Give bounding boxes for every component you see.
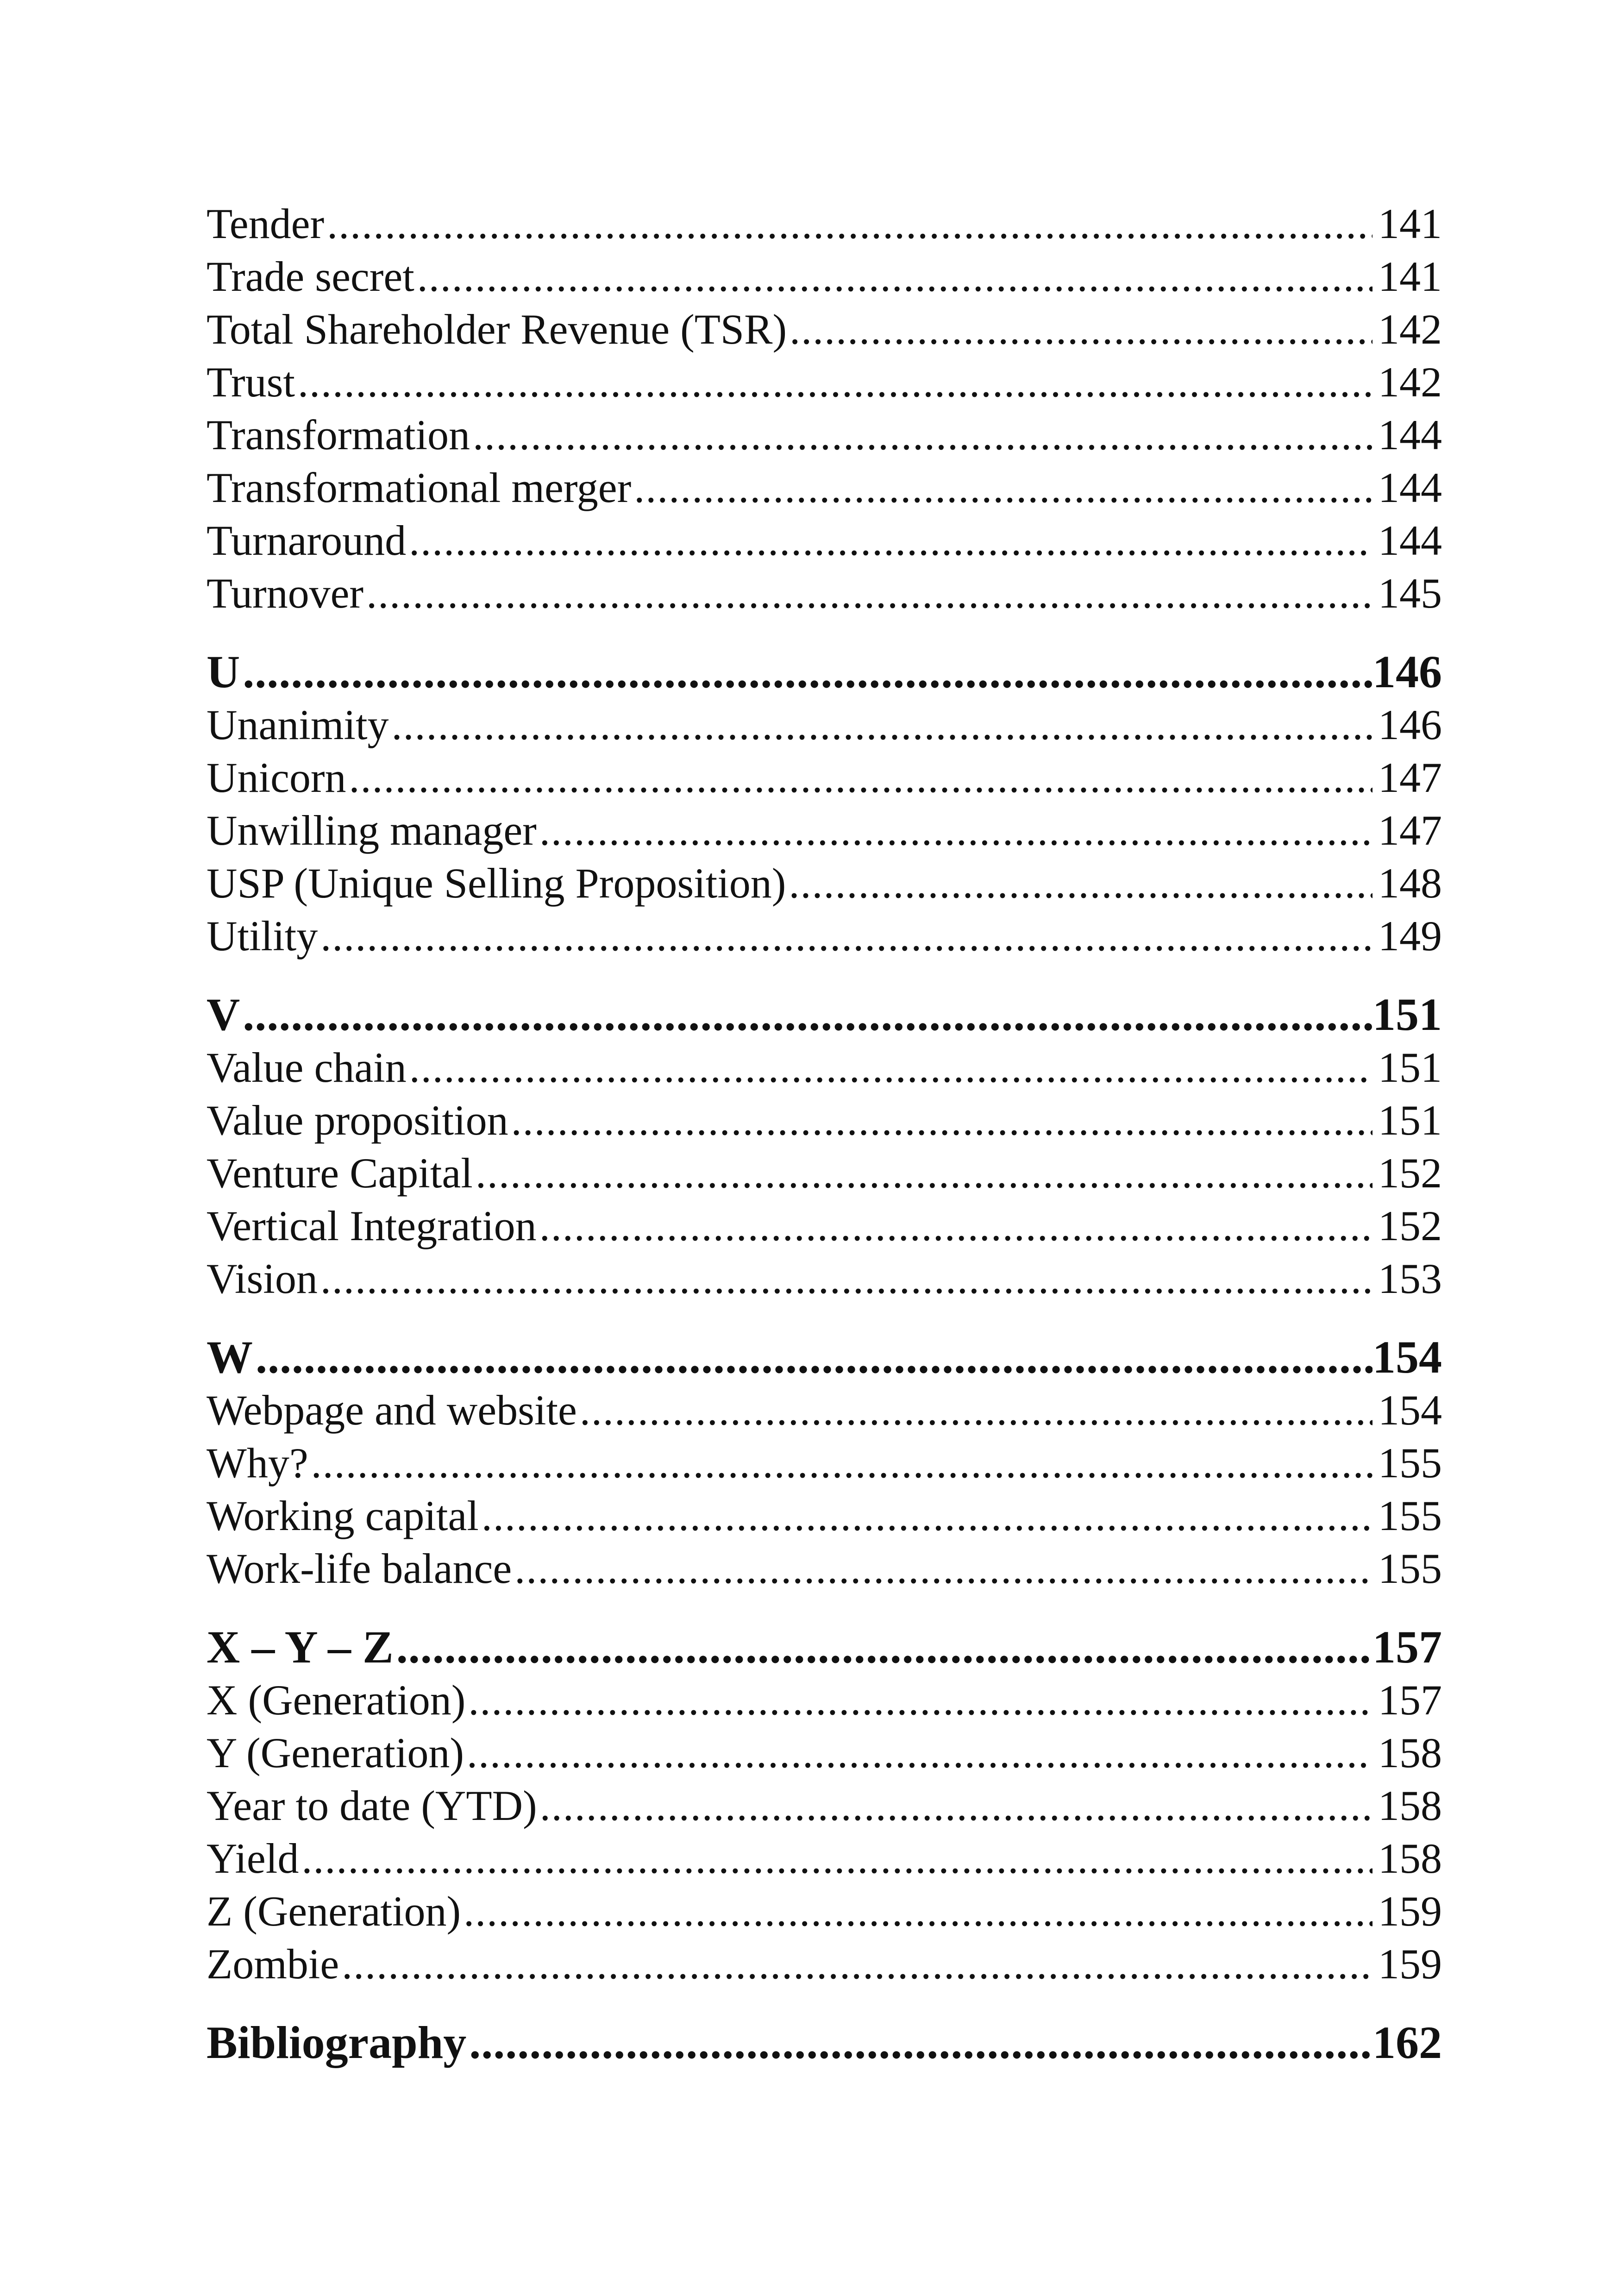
entry-label: Unicorn xyxy=(207,754,346,801)
dot-leader xyxy=(512,1542,1373,1595)
dot-leader xyxy=(389,698,1373,751)
entry-label: Transformation xyxy=(207,411,470,458)
dot-leader xyxy=(464,1726,1373,1779)
heading-label: W xyxy=(207,1331,253,1383)
entry-label: Turnover xyxy=(207,570,364,617)
toc-section-xyz xyxy=(207,1621,1442,1990)
toc-entry[interactable] xyxy=(207,1885,1442,1938)
toc-entry[interactable] xyxy=(207,1674,1442,1726)
heading-label: U xyxy=(207,646,240,697)
entry-page: 145 xyxy=(1378,570,1442,617)
entry-page: 153 xyxy=(1378,1255,1442,1302)
toc-entry[interactable] xyxy=(207,250,1442,303)
entry-label: Why? xyxy=(207,1439,308,1487)
entry-label: Work-life balance xyxy=(207,1545,512,1592)
toc-entry[interactable] xyxy=(207,1199,1442,1252)
entry-label: Year to date (YTD) xyxy=(207,1782,537,1829)
toc-entry[interactable] xyxy=(207,461,1442,514)
toc-entry[interactable] xyxy=(207,1489,1442,1542)
dot-leader xyxy=(577,1384,1373,1437)
dot-leader xyxy=(787,303,1373,356)
entry-page: 152 xyxy=(1378,1149,1442,1197)
toc-entry[interactable] xyxy=(207,1542,1442,1595)
dot-leader xyxy=(406,514,1373,567)
entry-page: 147 xyxy=(1378,807,1442,854)
dot-leader xyxy=(537,804,1373,857)
entry-page: 151 xyxy=(1378,1044,1442,1091)
entry-page: 152 xyxy=(1378,1202,1442,1249)
heading-page: 151 xyxy=(1373,989,1442,1040)
entry-page: 158 xyxy=(1378,1835,1442,1882)
dot-leader xyxy=(240,646,1373,698)
toc-entry[interactable] xyxy=(207,1094,1442,1147)
entry-page: 144 xyxy=(1378,464,1442,511)
toc-section-v xyxy=(207,988,1442,1305)
toc-entry[interactable] xyxy=(207,751,1442,804)
entry-label: Venture Capital xyxy=(207,1149,473,1197)
entry-label: Vision xyxy=(207,1255,318,1302)
section-heading[interactable] xyxy=(207,988,1442,1041)
heading-label: V xyxy=(207,989,240,1040)
entry-page: 146 xyxy=(1378,701,1442,748)
entry-page: 151 xyxy=(1378,1097,1442,1144)
dot-leader xyxy=(394,1621,1373,1674)
dot-leader xyxy=(537,1779,1373,1832)
entry-label: Working capital xyxy=(207,1492,479,1539)
toc-entry[interactable] xyxy=(207,303,1442,356)
entry-label: Value chain xyxy=(207,1044,407,1091)
table-of-contents xyxy=(207,197,1442,2069)
entry-page: 144 xyxy=(1378,411,1442,458)
toc-entry[interactable] xyxy=(207,1938,1442,1990)
entry-label: Y (Generation) xyxy=(207,1729,464,1776)
entry-page: 159 xyxy=(1378,1940,1442,1988)
dot-leader xyxy=(508,1094,1373,1147)
toc-entry[interactable] xyxy=(207,408,1442,461)
entry-label: X (Generation) xyxy=(207,1676,466,1724)
toc-entry[interactable] xyxy=(207,1779,1442,1832)
entry-label: Total Shareholder Revenue (TSR) xyxy=(207,306,787,353)
entry-page: 141 xyxy=(1378,200,1442,247)
dot-leader xyxy=(318,1252,1373,1305)
entry-page: 157 xyxy=(1378,1676,1442,1724)
section-heading[interactable] xyxy=(207,1621,1442,1674)
dot-leader xyxy=(318,910,1373,962)
heading-page: 157 xyxy=(1373,1621,1442,1673)
entry-page: 158 xyxy=(1378,1729,1442,1776)
dot-leader xyxy=(473,1147,1373,1199)
entry-page: 147 xyxy=(1378,754,1442,801)
entry-page: 144 xyxy=(1378,517,1442,564)
entry-page: 154 xyxy=(1378,1386,1442,1434)
toc-section-u xyxy=(207,646,1442,962)
entry-label: Webpage and website xyxy=(207,1386,577,1434)
toc-section-t xyxy=(207,197,1442,620)
entry-label: USP (Unique Selling Proposition) xyxy=(207,859,786,907)
dot-leader xyxy=(479,1489,1373,1542)
entry-page: 142 xyxy=(1378,358,1442,406)
entry-label: Zombie xyxy=(207,1940,339,1988)
entry-page: 148 xyxy=(1378,859,1442,907)
toc-entry[interactable] xyxy=(207,1147,1442,1199)
entry-page: 155 xyxy=(1378,1545,1442,1592)
entry-label: Trade secret xyxy=(207,253,414,300)
entry-label: Unwilling manager xyxy=(207,807,537,854)
dot-leader xyxy=(631,461,1373,514)
entry-label: Yield xyxy=(207,1835,299,1882)
dot-leader xyxy=(470,408,1373,461)
section-heading[interactable] xyxy=(207,1331,1442,1384)
dot-leader xyxy=(461,1885,1373,1938)
toc-entry[interactable] xyxy=(207,1832,1442,1885)
dot-leader xyxy=(346,751,1373,804)
dot-leader xyxy=(537,1199,1373,1252)
entry-label: Value proposition xyxy=(207,1097,508,1144)
entry-page: 155 xyxy=(1378,1492,1442,1539)
heading-label: X – Y – Z xyxy=(207,1621,394,1673)
toc-entry[interactable] xyxy=(207,1726,1442,1779)
toc-entry[interactable] xyxy=(207,804,1442,857)
toc-entry[interactable] xyxy=(207,1437,1442,1489)
entry-label: Utility xyxy=(207,912,318,960)
dot-leader xyxy=(299,1832,1373,1885)
toc-entry[interactable] xyxy=(207,857,1442,910)
entry-label: Transformational merger xyxy=(207,464,632,511)
toc-entry[interactable] xyxy=(207,1384,1442,1437)
dot-leader xyxy=(253,1331,1373,1384)
heading-page: 154 xyxy=(1373,1331,1442,1383)
dot-leader xyxy=(364,567,1373,620)
entry-page: 155 xyxy=(1378,1439,1442,1487)
heading-page: 162 xyxy=(1373,2017,1442,2068)
entry-page: 142 xyxy=(1378,306,1442,353)
entry-page: 158 xyxy=(1378,1782,1442,1829)
entry-label: Z (Generation) xyxy=(207,1888,461,1935)
toc-entry[interactable] xyxy=(207,1041,1442,1094)
dot-leader xyxy=(308,1437,1373,1489)
dot-leader xyxy=(240,988,1373,1041)
entry-label: Turnaround xyxy=(207,517,407,564)
dot-leader xyxy=(407,1041,1373,1094)
dot-leader xyxy=(339,1938,1373,1990)
bibliography-heading[interactable] xyxy=(207,2016,1442,2069)
heading-page: 146 xyxy=(1373,646,1442,697)
toc-entry[interactable] xyxy=(207,698,1442,751)
entry-label: Unanimity xyxy=(207,701,389,748)
dot-leader xyxy=(295,356,1373,408)
entry-label: Trust xyxy=(207,358,295,406)
dot-leader xyxy=(414,250,1373,303)
dot-leader xyxy=(465,1674,1373,1726)
heading-label: Bibliography xyxy=(207,2017,467,2068)
entry-label: Vertical Integration xyxy=(207,1202,537,1249)
toc-entry[interactable] xyxy=(207,910,1442,962)
toc-section-w xyxy=(207,1331,1442,1595)
entry-page: 149 xyxy=(1378,912,1442,960)
toc-entry[interactable] xyxy=(207,197,1442,250)
dot-leader xyxy=(324,197,1373,250)
entry-label: Tender xyxy=(207,200,325,247)
section-heading[interactable] xyxy=(207,646,1442,698)
dot-leader xyxy=(786,857,1373,910)
toc-section-bibliography xyxy=(207,2016,1442,2069)
toc-entry[interactable] xyxy=(207,567,1442,620)
dot-leader xyxy=(466,2016,1373,2069)
entry-page: 159 xyxy=(1378,1888,1442,1935)
toc-entry[interactable] xyxy=(207,356,1442,408)
toc-entry[interactable] xyxy=(207,514,1442,567)
entry-page: 141 xyxy=(1378,253,1442,300)
toc-entry[interactable] xyxy=(207,1252,1442,1305)
